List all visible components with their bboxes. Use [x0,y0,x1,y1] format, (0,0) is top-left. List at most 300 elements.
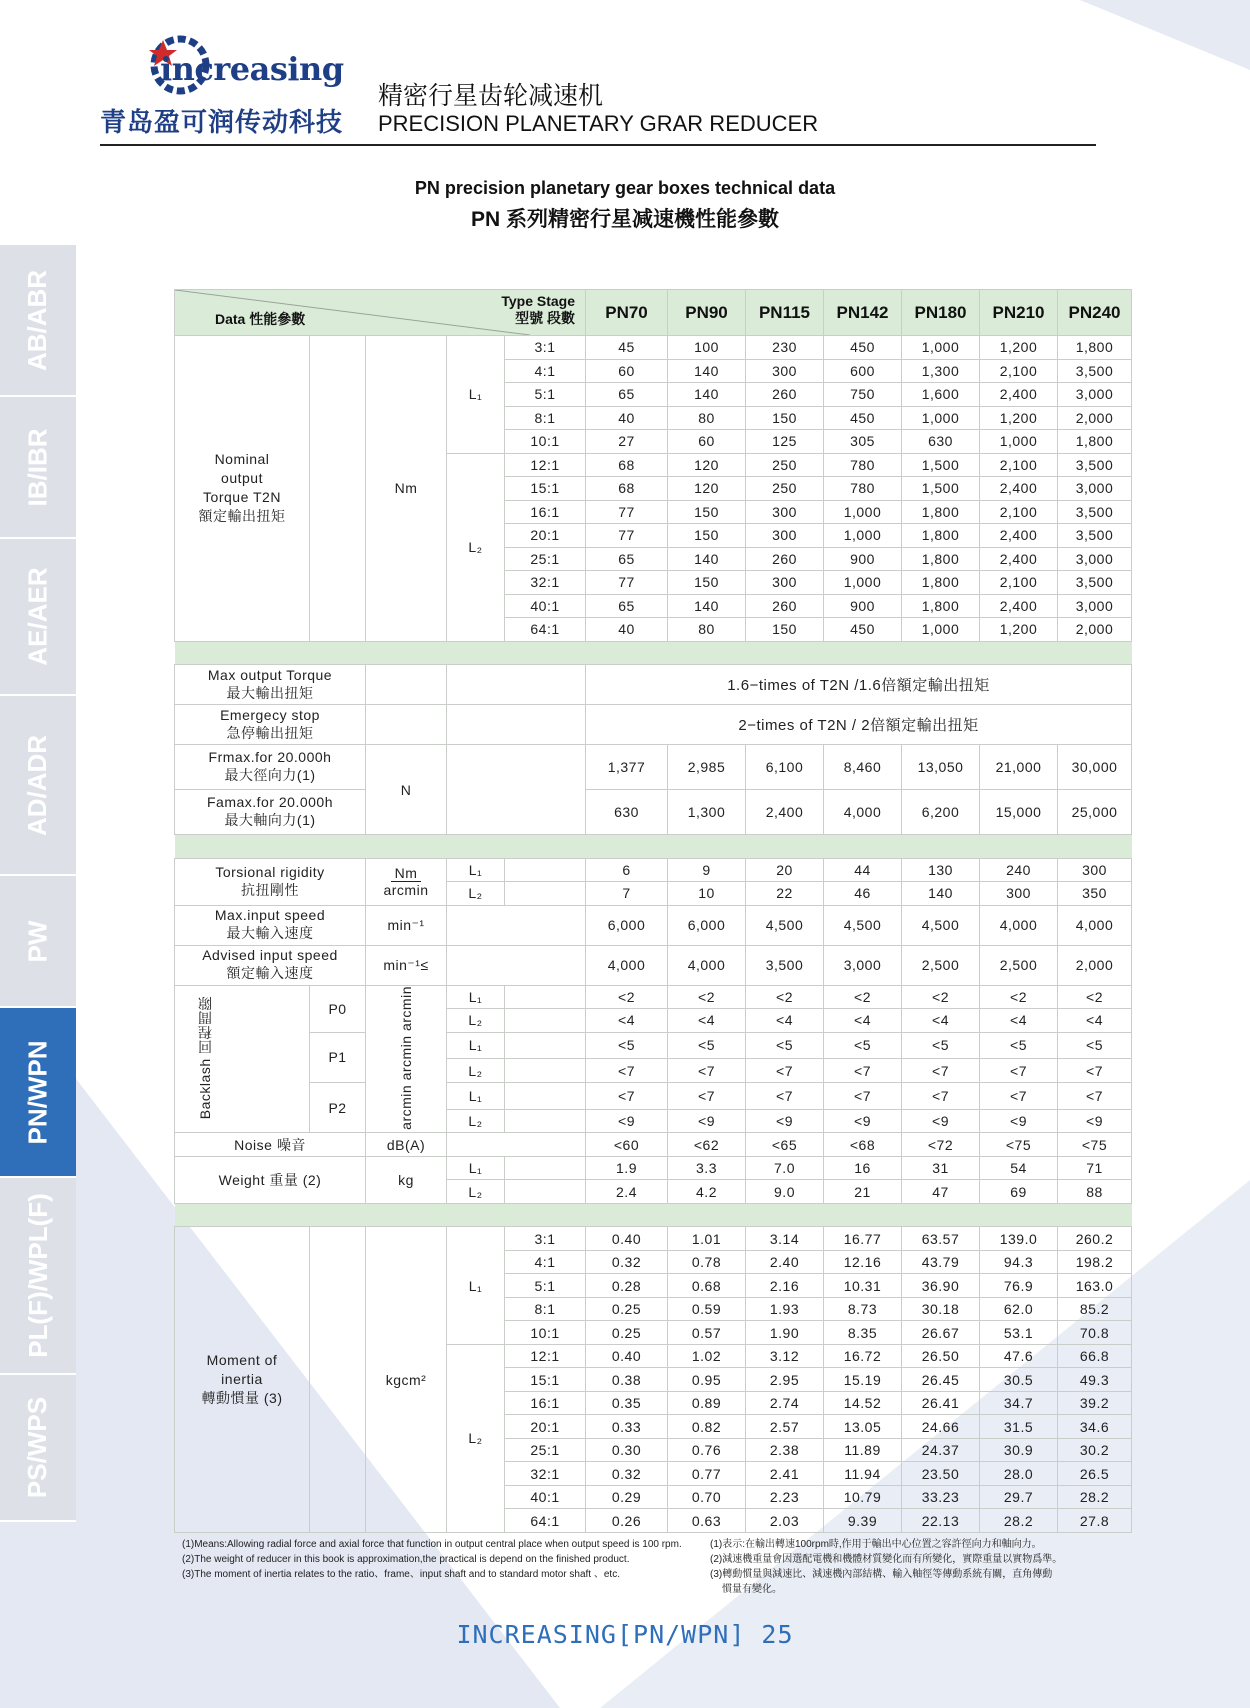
value-cell: 21,000 [980,745,1058,790]
value-cell: 0.25 [586,1297,668,1321]
value-cell: <9 [902,1109,980,1133]
value-cell: 6 [586,858,668,882]
value-cell: 0.25 [586,1321,668,1345]
noise-label: Noise 噪音 [175,1133,366,1157]
ratio-cell: 20:1 [505,524,586,548]
value-cell: 260 [746,383,824,407]
value-cell: 3,500 [746,945,824,985]
torque-unit-spacer [310,336,366,642]
ratio-cell: 8:1 [505,406,586,430]
advised-speed-label-cn: 額定輸入速度 [226,965,314,981]
side-tab-ae-aer[interactable]: AE/AER [0,539,76,696]
ratio-cell: 32:1 [505,571,586,595]
value-cell: 26.41 [902,1391,980,1415]
value-cell: 1,300 [668,790,746,835]
value-cell: <7 [824,1082,902,1109]
stage-cell: L₂ [447,1059,505,1083]
header-corner-cell [175,290,586,336]
value-cell: 2,400 [980,524,1058,548]
value-cell: 250 [746,453,824,477]
value-cell: 88 [1058,1180,1132,1204]
stage-cell: L₂ [447,882,505,906]
value-cell: 1,200 [980,336,1058,360]
value-cell: 3,500 [1058,571,1132,595]
value-cell: 0.26 [586,1509,668,1533]
value-cell: <9 [824,1109,902,1133]
value-cell: <4 [668,1009,746,1033]
value-cell: <9 [980,1109,1058,1133]
weight-label: Weight 重量 (2) [175,1156,366,1203]
value-cell: 0.33 [586,1415,668,1439]
value-cell: 1.90 [746,1321,824,1345]
value-cell: <4 [824,1009,902,1033]
stage-cell: L₁ [447,858,505,882]
value-cell: <5 [746,1032,824,1059]
force-unit: N [366,745,447,835]
value-cell: 0.68 [668,1274,746,1298]
backlash-unit-text: arcmin arcmin arcmin [398,985,414,1130]
value-cell: <9 [746,1109,824,1133]
value-cell: 13,050 [902,745,980,790]
value-cell: 4,000 [668,945,746,985]
frmax-label-cn: 最大徑向力(1) [224,767,316,783]
value-cell: 14.52 [824,1391,902,1415]
value-cell: <5 [1058,1032,1132,1059]
header-title-cn: 精密行星齿轮减速机 [378,82,604,110]
value-cell: <75 [980,1133,1058,1157]
value-cell: <2 [902,985,980,1009]
value-cell: 20 [746,858,824,882]
value-cell: 300 [746,359,824,383]
value-cell: 0.30 [586,1438,668,1462]
value-cell: 1,600 [902,383,980,407]
value-cell: 0.32 [586,1462,668,1486]
stage-cell: L₂ [447,1180,505,1204]
value-cell: <2 [746,985,824,1009]
value-cell: 47.6 [980,1344,1058,1368]
value-cell: 0.78 [668,1250,746,1274]
value-cell: 1.93 [746,1297,824,1321]
value-cell: 0.29 [586,1485,668,1509]
value-cell: 0.59 [668,1297,746,1321]
value-cell: 1,300 [902,359,980,383]
value-cell: 34.7 [980,1391,1058,1415]
value-cell: 260.2 [1058,1227,1132,1251]
rigidity-unit [366,858,447,905]
backlash-row [175,1082,1132,1109]
value-cell: <65 [746,1133,824,1157]
value-cell: 1,000 [902,406,980,430]
value-cell: <2 [824,985,902,1009]
value-cell: 300 [1058,858,1132,882]
value-cell: 7.0 [746,1156,824,1180]
unit-numerator: Nm [391,865,422,882]
value-cell: 1,000 [980,430,1058,454]
value-cell: 24.37 [902,1438,980,1462]
value-cell: 15.19 [824,1368,902,1392]
value-cell: 1.01 [668,1227,746,1251]
value-cell: 4,000 [586,945,668,985]
value-cell: 34.6 [1058,1415,1132,1439]
stage-spacer [505,985,586,1009]
ratio-cell: 10:1 [505,1321,586,1345]
value-cell: 630 [586,790,668,835]
value-cell: 60 [668,430,746,454]
value-cell: 80 [668,406,746,430]
rigidity-label-en: Torsional rigidity [215,863,325,880]
stage-cell [447,905,586,945]
value-cell: <72 [902,1133,980,1157]
stage-spacer [505,1032,586,1059]
notes-cn [710,1537,1080,1597]
value-cell: 1,000 [902,618,980,642]
value-cell: <75 [1058,1133,1132,1157]
side-tab-ib-ibr[interactable]: IB/IBR [0,397,76,539]
table-header-row [175,290,1132,336]
unit-cell [366,665,447,705]
value-cell: <5 [586,1032,668,1059]
torque-row [175,336,1132,360]
max-torque-label [175,665,366,705]
backlash-group: P1 [310,1032,366,1082]
note-line: (1)Means:Allowing radial force and axial force that function in output central place when output speed is 100 rpm. [182,1539,682,1550]
value-cell: <7 [668,1082,746,1109]
logo-wordmark: increasing [160,50,344,88]
value-cell: 260 [746,594,824,618]
stage-spacer [505,1156,586,1180]
ratio-cell: 5:1 [505,1274,586,1298]
value-cell: <5 [902,1032,980,1059]
value-cell: 22.13 [902,1509,980,1533]
ratio-cell: 12:1 [505,453,586,477]
value-cell: 3,000 [1058,477,1132,501]
value-cell: 40 [586,618,668,642]
value-cell: <62 [668,1133,746,1157]
value-cell: 28.0 [980,1462,1058,1486]
value-cell: <7 [1058,1082,1132,1109]
value-cell: <4 [1058,1009,1132,1033]
emergency-stop-label [175,705,366,745]
max-speed-row [175,905,1132,945]
notes-en [182,1537,702,1582]
value-cell: 3.3 [668,1156,746,1180]
stage-spacer [505,882,586,906]
value-cell: 300 [746,500,824,524]
famax-label [175,790,366,835]
header-rule [100,144,1096,146]
value-cell: 26.45 [902,1368,980,1392]
value-cell: 198.2 [1058,1250,1132,1274]
value-cell: 3,500 [1058,500,1132,524]
torque-label-line: Nominal [214,451,270,468]
value-cell: 1,000 [824,571,902,595]
value-cell: 68 [586,453,668,477]
value-cell: 120 [668,453,746,477]
model-header: PN180 [902,290,980,336]
value-cell: 163.0 [1058,1274,1132,1298]
value-cell: 300 [746,571,824,595]
value-cell: 2.4 [586,1180,668,1204]
famax-row [175,790,1132,835]
note-line: (2)減速機重量會因選配電機和機體材質變化而有所變化，實際重量以實物爲準。 [710,1554,1063,1565]
value-cell: 28.2 [1058,1485,1132,1509]
stage-cell: L₁ [447,985,505,1009]
ratio-cell: 64:1 [505,618,586,642]
stage-cell: L₂ [447,1109,505,1133]
value-cell: 69 [980,1180,1058,1204]
value-cell: 1,200 [980,406,1058,430]
value-cell: 900 [824,594,902,618]
side-tab-ad-adr[interactable]: AD/ADR [0,696,76,876]
value-cell: 27 [586,430,668,454]
section-separator [175,835,1132,859]
value-cell: 36.90 [902,1274,980,1298]
value-cell: 12.16 [824,1250,902,1274]
value-cell: 4.2 [668,1180,746,1204]
ratio-cell: 25:1 [505,547,586,571]
value-cell: 2,400 [980,547,1058,571]
value-cell: <2 [1058,985,1132,1009]
value-cell: 25,000 [1058,790,1132,835]
value-cell: 140 [668,383,746,407]
value-cell: 29.7 [980,1485,1058,1509]
value-cell: 2,400 [980,594,1058,618]
ratio-cell: 32:1 [505,1462,586,1486]
rigidity-label-cn: 抗扭剛性 [241,881,299,898]
value-cell: 4,500 [902,905,980,945]
value-cell: 0.38 [586,1368,668,1392]
value-cell: 0.35 [586,1391,668,1415]
advised-speed-label-en: Advised input speed [202,947,338,963]
value-cell: 3.12 [746,1344,824,1368]
value-cell: 6,100 [746,745,824,790]
value-cell: 140 [668,594,746,618]
corner-data-label: Data 性能參數 [215,311,306,327]
value-cell: 450 [824,336,902,360]
value-cell: <2 [980,985,1058,1009]
value-cell: 0.57 [668,1321,746,1345]
model-header: PN210 [980,290,1058,336]
value-cell: 2.03 [746,1509,824,1533]
value-cell: 120 [668,477,746,501]
noise-row [175,1133,1132,1157]
side-tab-ps-wps[interactable]: PS/WPS [0,1375,76,1522]
value-cell: 1,200 [980,618,1058,642]
value-cell: 9.0 [746,1180,824,1204]
value-cell: 66.8 [1058,1344,1132,1368]
value-cell: <5 [668,1032,746,1059]
frmax-label [175,745,366,790]
value-cell: 63.57 [902,1227,980,1251]
torque-label-line: Torque T2N [203,489,281,506]
value-cell: 26.50 [902,1344,980,1368]
note-line: (3)轉動慣量與減速比、減速機內部結構、輸入軸徑等傳動系統有關，直角傳動 [710,1569,1053,1580]
frmax-row [175,745,1132,790]
technical-data-table [174,289,1132,1533]
logo-chinese-name: 青岛盈可润传动科技 [100,108,344,138]
value-cell: 150 [668,500,746,524]
backlash-label-text: Backlash 回程間隙 [197,995,213,1119]
value-cell: 9 [668,858,746,882]
value-cell: 780 [824,453,902,477]
value-cell: 94.3 [980,1250,1058,1274]
ratio-cell: 3:1 [505,1227,586,1251]
max-torque-row [175,665,1132,705]
value-cell: 140 [902,882,980,906]
value-cell: 2,400 [980,383,1058,407]
corner-type-label-cn: 型號 段數 [515,310,575,326]
value-cell: 27.8 [1058,1509,1132,1533]
max-speed-label [175,905,366,945]
value-cell: <4 [980,1009,1058,1033]
value-cell: 11.94 [824,1462,902,1486]
backlash-row [175,1032,1132,1059]
doc-title-cn: PN 系列精密行星减速機性能參數 [470,208,779,231]
ratio-cell: 40:1 [505,1485,586,1509]
value-cell: 1,800 [902,547,980,571]
side-tab-pw[interactable]: PW [0,876,76,1008]
value-cell: 305 [824,430,902,454]
value-cell: 31 [902,1156,980,1180]
model-header: PN90 [668,290,746,336]
note-line: (1)表示:在輸出轉速100rpm時,作用于輸出中心位置之容許徑向力和軸向力。 [710,1539,1042,1550]
side-tab-ab-abr[interactable]: AB/ABR [0,245,76,397]
stage-spacer [505,858,586,882]
value-cell: <4 [746,1009,824,1033]
note-line: (2)The weight of reducer in this book is approximation,the practical is depend on the finished product. [182,1554,630,1565]
page-footer: INCREASING[PN/WPN] 25 [456,1620,794,1649]
inertia-label-line: inertia [221,1371,263,1388]
value-cell: 3,000 [1058,594,1132,618]
value-cell: 31.5 [980,1415,1058,1439]
ratio-cell: 15:1 [505,477,586,501]
ratio-cell: 4:1 [505,359,586,383]
stage-spacer [505,1109,586,1133]
ratio-cell: 12:1 [505,1344,586,1368]
value-cell: 130 [902,858,980,882]
value-cell: 1,500 [902,477,980,501]
value-cell: 44 [824,858,902,882]
value-cell: 1,000 [824,524,902,548]
value-cell: 4,500 [746,905,824,945]
stage-spacer [505,1059,586,1083]
value-cell: 10.31 [824,1274,902,1298]
stage-cell [447,945,586,985]
value-cell: 77 [586,500,668,524]
value-cell: 300 [980,882,1058,906]
value-cell: 630 [902,430,980,454]
stage-cell: L₁ [447,1082,505,1109]
value-cell: <5 [980,1032,1058,1059]
stage-cell: L₁ [447,1156,505,1180]
value-cell: 47 [902,1180,980,1204]
value-cell: 76.9 [980,1274,1058,1298]
emergency-stop-label-en: Emergecy stop [220,706,320,723]
rigidity-row [175,858,1132,882]
backlash-unit [366,985,447,1133]
value-cell: 600 [824,359,902,383]
value-cell: 900 [824,547,902,571]
value-cell: 1,800 [1058,336,1132,360]
stage-l1: L₁ [447,1227,505,1345]
frmax-label-en: Frmax.for 20.000h [208,749,332,765]
max-speed-unit: min⁻¹ [366,905,447,945]
torque-label [175,336,310,642]
doc-title-en: PN precision planetary gear boxes technical data [414,178,836,198]
inertia-unit: kgcm² [366,1227,447,1533]
value-cell: 140 [668,359,746,383]
backlash-group: P0 [310,985,366,1032]
value-cell: 2.40 [746,1250,824,1274]
side-tab-pl-wpl[interactable]: PL(F)/WPL(F) [0,1178,76,1375]
emergency-stop-label-cn: 急停輸出扭矩 [226,724,314,741]
value-cell: 9.39 [824,1509,902,1533]
value-cell: 0.89 [668,1391,746,1415]
model-header: PN142 [824,290,902,336]
value-cell: 54 [980,1156,1058,1180]
section-separator [175,1203,1132,1227]
value-cell: 0.70 [668,1485,746,1509]
value-cell: <68 [824,1133,902,1157]
stage-cell: L₂ [447,1009,505,1033]
value-cell: <7 [902,1059,980,1083]
value-cell: <7 [746,1059,824,1083]
max-speed-label-cn: 最大輸入速度 [226,925,314,941]
value-cell: 30,000 [1058,745,1132,790]
value-cell: <7 [980,1082,1058,1109]
value-cell: 2.23 [746,1485,824,1509]
max-torque-label-cn: 最大輸出扭矩 [226,684,314,701]
value-cell: 1,800 [902,571,980,595]
value-cell: 150 [746,406,824,430]
advised-speed-unit: min⁻¹≤ [366,945,447,985]
value-cell: 70.8 [1058,1321,1132,1345]
value-cell: <9 [586,1109,668,1133]
value-cell: 1,377 [586,745,668,790]
value-cell: 65 [586,594,668,618]
famax-label-en: Famax.for 20.000h [206,794,333,810]
value-cell: 65 [586,383,668,407]
value-cell: 77 [586,524,668,548]
value-cell: 16.77 [824,1227,902,1251]
value-cell: 23.50 [902,1462,980,1486]
stage-spacer [505,1082,586,1109]
section-separator [175,641,1132,665]
value-cell: 1,000 [902,336,980,360]
value-cell: 300 [746,524,824,548]
value-cell: <5 [824,1032,902,1059]
value-cell: 1.9 [586,1156,668,1180]
model-header: PN115 [746,290,824,336]
value-cell: 8.35 [824,1321,902,1345]
value-cell: 350 [1058,882,1132,906]
value-cell: 49.3 [1058,1368,1132,1392]
side-tab-pn-wpn[interactable]: PN/WPN [0,1008,76,1178]
value-cell: 1,500 [902,453,980,477]
value-cell: 6,000 [586,905,668,945]
value-cell: 2,100 [980,500,1058,524]
value-cell: 240 [980,858,1058,882]
value-cell: 3,500 [1058,453,1132,477]
value-cell: 450 [824,406,902,430]
value-cell: 150 [746,618,824,642]
value-cell: 0.28 [586,1274,668,1298]
value-cell: 26.67 [902,1321,980,1345]
stage-cell [447,745,586,835]
value-cell: 125 [746,430,824,454]
backlash-group: P2 [310,1082,366,1132]
noise-unit: dB(A) [366,1133,447,1157]
